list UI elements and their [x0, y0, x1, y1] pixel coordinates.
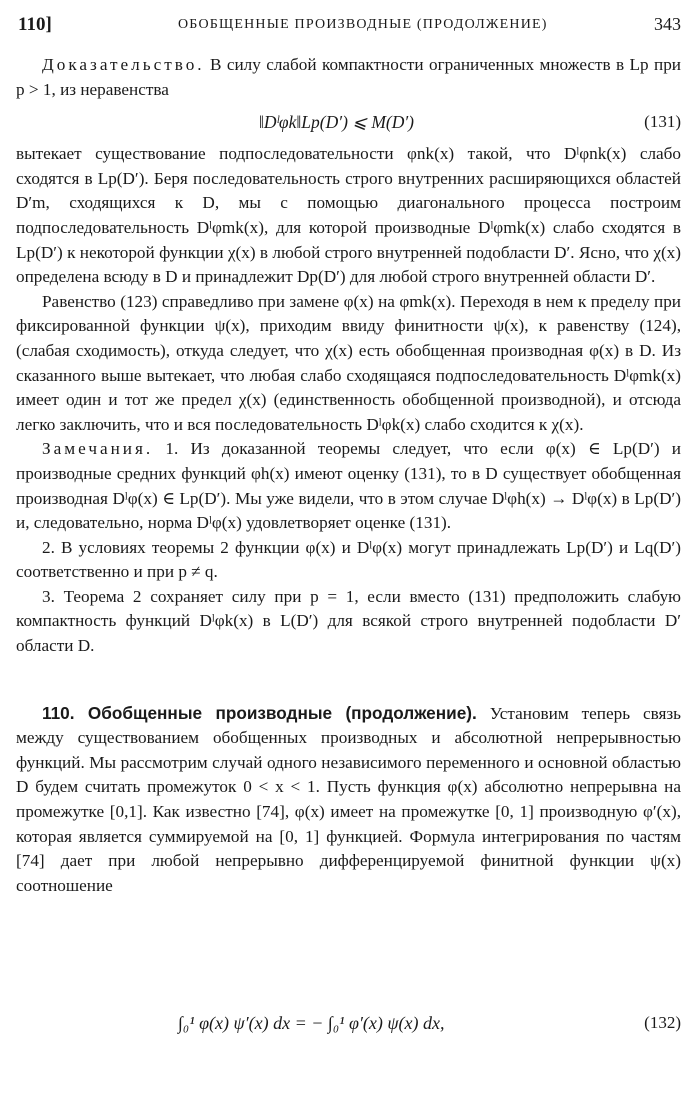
equation-131 — [16, 102, 681, 142]
equation-132-formula: ∫₀¹ φ(x) ψ′(x) dx = − ∫₀¹ φ′(x) ψ(x) dx, — [178, 1013, 445, 1033]
running-title: ОБОБЩЕННЫЕ ПРОИЗВОДНЫЕ (ПРОДОЛЖЕНИЕ) — [178, 17, 548, 32]
section-spacer — [16, 659, 681, 701]
page-body — [16, 53, 681, 898]
equation-132-number: (132) — [644, 1013, 681, 1032]
equation-131-formula: ‖Dˡφk‖Lp(D′) ⩽ M(D′) — [259, 112, 415, 133]
remarks-heading: Замечания. — [42, 439, 154, 459]
proof-intro-text: В силу слабой компактности ограниченных множеств в Lp при p > 1, из неравенства — [16, 55, 681, 99]
proof-paragraph-1: вытекает существование подпоследовательности φnk(x) такой, что Dˡφnk(x) слабо сходятся в Lp(D′). Беря последовательность строго внутренних расширяющихся областей D′m, сходящихся к D, мы с помощью диагонального процесса построим подпоследовательность Dˡφmk(x), для которой производные Dˡφmk(x) слабо сходятся в Lp(D′) к некоторой функции χ(x) в любой строго внутренней подобласти D′. Ясно, что χ(x) определена всюду в D и принадлежит Dp(D′) для любой строго внутренней области D′. — [16, 144, 681, 287]
equation-131-number: (131) — [644, 112, 681, 132]
equation-132 — [16, 985, 681, 1085]
section-110-paragraph — [16, 701, 681, 899]
section-110-text: Установим теперь связь между существованием обобщенных производных и абсолютной непрерывностью функций. Мы рассмотрим случай одного независимого переменного и основной областью D будем считать промежуток 0 < x < 1. Пусть функция φ(x) абсолютно непрерывна на промежутке [0,1]. Как известно [74], φ(x) имеет на промежутке [0, 1] производную φ′(x), которая является суммируемой на [0, 1] функцией. Формула интегрирования по частям [74] дает при любой непрерывно дифференцируемой финитной функции ψ(x) соотношение — [16, 703, 682, 895]
proof-heading: Доказательство. — [42, 55, 205, 74]
remark-2-paragraph: 2. В условиях теоремы 2 функции φ(x) и Dˡφ(x) могут принадлежать Lp(D′) и Lq(D′) соответственно и при p ≠ q. — [16, 537, 681, 582]
remark-1-paragraph — [16, 437, 681, 535]
remark-3-paragraph: 3. Теорема 2 сохраняет силу при p = 1, если вместо (131) предположить слабую компактность функций Dˡφk(x) в L(D′) для всякой строго внутренней подобласти D′ области D. — [16, 586, 681, 656]
proof-paragraph-2: Равенство (123) справедливо при замене φ(x) на φmk(x). Переходя в нем к пределу при фиксированной функции ψ(x), приходим ввиду финитности ψ(x), к равенству (124), (слабая сходимость), откуда следует, что χ(x) есть обобщенная производная φ(x) в D. Из сказанного выше вытекает, что любая слабо сходящаяся подпоследовательность Dˡφmk(x) имеет один и тот же предел χ(x) (единственность обобщенной производной), и отсюда легко заключить, что и вся последовательность Dˡφk(x) слабо сходится к χ(x). — [16, 291, 681, 434]
remark-1-text: 1. Из доказанной теоремы следует, что если φ(x) ∈ Lp(D′) и производные средних функций φh(x) имеют оценку (131), то в D существует обобщенная производная Dˡφ(x) ∈ Lp(D′). Мы уже видели, что в этом случае Dˡφh(x) → Dˡφ(x) в Lp(D′) и, следовательно, норма Dˡφ(x) удовлетворяет оценке (131). — [16, 439, 681, 533]
page-number: 343 — [654, 14, 681, 34]
section-marker: 110] — [18, 14, 52, 35]
running-header — [18, 14, 681, 38]
section-110-heading: 110. Обобщенные производные (продолжение). — [42, 702, 477, 723]
proof-intro-paragraph — [16, 53, 681, 102]
